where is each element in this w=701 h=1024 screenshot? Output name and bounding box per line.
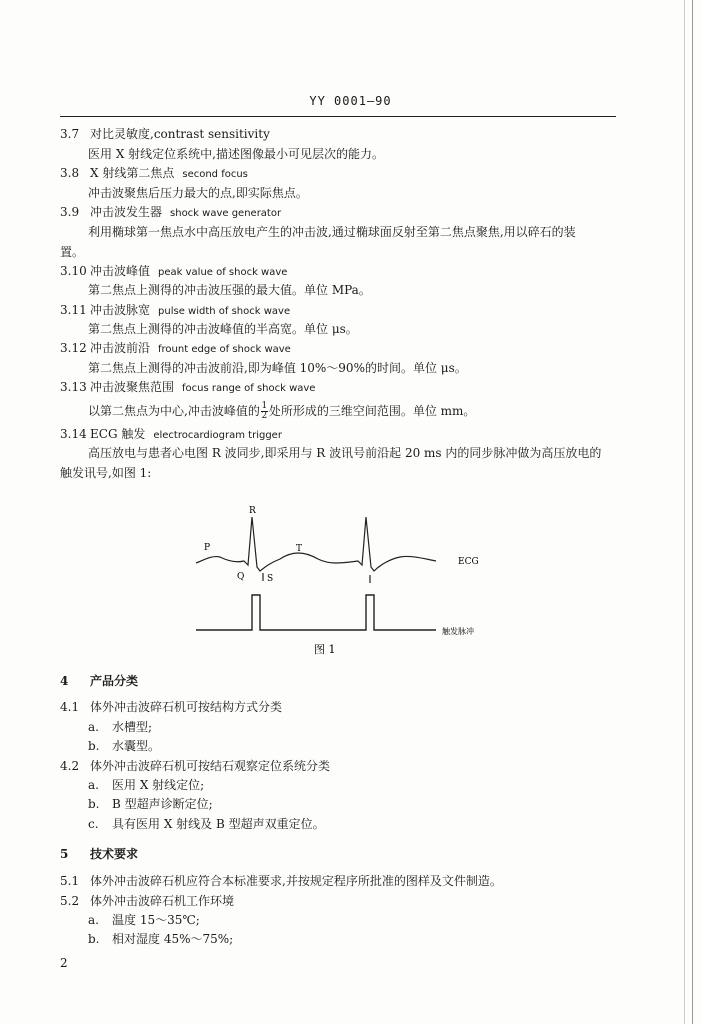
def-3-11-body: 第二焦点上测得的冲击波峰值的半高宽。单位 μs。 bbox=[88, 322, 358, 336]
def-3-8-heading: 3.8 X 射线第二焦点 second focus bbox=[60, 166, 248, 180]
label-q: Q bbox=[237, 572, 245, 582]
label-t: T bbox=[296, 544, 303, 554]
figure-caption: 图 1 bbox=[314, 643, 336, 656]
label-r: R bbox=[249, 506, 256, 516]
def-3-8-body: 冲击波聚焦后压力最大的点,即实际焦点。 bbox=[88, 186, 308, 200]
def-3-12-body: 第二焦点上测得的冲击波前沿,即为峰值 10%～90%的时间。单位 μs。 bbox=[88, 361, 467, 375]
def-3-14-body: 高压放电与患者心电图 R 波同步,即采用与 R 波讯号前沿起 20 ms 内的同步脉冲做为高压放电的 bbox=[88, 446, 602, 460]
clause-4-1-item-b: b. 水囊型。 bbox=[88, 739, 161, 753]
def-3-10-heading: 3.10 冲击波峰值 peak value of shock wave bbox=[60, 264, 288, 278]
clause-4-2-item-b: b. B 型超声诊断定位; bbox=[88, 797, 213, 811]
ecg-waveform bbox=[196, 517, 436, 571]
def-3-9-body: 利用椭球第一焦点水中高压放电产生的冲击波,通过椭球面反射至第二焦点聚焦,用以碎石的装 bbox=[88, 225, 576, 239]
label-p: P bbox=[204, 543, 211, 553]
clause-4-2: 4.2 体外冲击波碎石机可按结石观察定位系统分类 bbox=[60, 759, 331, 773]
label-s: S bbox=[267, 574, 274, 584]
clause-4-2-item-c: c. 具有医用 X 射线及 B 型超声双重定位。 bbox=[88, 817, 325, 831]
def-3-13-body: 以第二焦点为中心,冲击波峰值的 $\frac{1}{2}$ 处所形成的三维空间范围。单位 mm。 bbox=[88, 401, 476, 421]
def-3-11-heading: 3.11 冲击波脉宽 pulse width of shock wave bbox=[60, 303, 291, 317]
clause-4-1-item-a: a. 水槽型; bbox=[88, 720, 153, 734]
clause-4-1: 4.1 体外冲击波碎石机可按结构方式分类 bbox=[60, 700, 283, 714]
def-3-14-body-cont: 触发讯号,如图 1: bbox=[60, 466, 152, 480]
label-trigger: 触发脉冲 bbox=[442, 627, 474, 636]
def-3-9-heading: 3.9 冲击波发生器 shock wave generator bbox=[60, 205, 282, 219]
ecg-trigger-figure bbox=[0, 495, 701, 665]
clause-5-2-item-a: a. 温度 15～35℃; bbox=[88, 913, 200, 927]
page-header: YY 0001—90 bbox=[309, 94, 392, 108]
def-3-9-body-cont: 置。 bbox=[60, 245, 85, 259]
def-3-12-heading: 3.12 冲击波前沿 frount edge of shock wave bbox=[60, 341, 291, 355]
section-4-title: 4 产品分类 bbox=[60, 674, 139, 688]
def-3-7-heading: 3.7 对比灵敏度,contrast sensitivity bbox=[60, 127, 270, 141]
def-3-10-body: 第二焦点上测得的冲击波压强的最大值。单位 MPa。 bbox=[88, 283, 371, 297]
fraction-one-half: $\frac{1}{2}$ bbox=[261, 401, 268, 421]
clause-5-2-item-b: b. 相对湿度 45%～75%; bbox=[88, 932, 234, 946]
page-number: 2 bbox=[60, 956, 68, 970]
clause-5-2: 5.2 体外冲击波碎石机工作环境 bbox=[60, 894, 235, 908]
clause-5-1: 5.1 体外冲击波碎石机应符合本标准要求,并按规定程序所批准的图样及文件制造。 bbox=[60, 874, 502, 888]
def-3-7-body: 医用 X 射线定位系统中,描述图像最小可见层次的能力。 bbox=[88, 147, 384, 161]
header-rule bbox=[60, 116, 616, 117]
clause-4-2-item-a: a. 医用 X 射线定位; bbox=[88, 778, 205, 792]
def-3-14-heading: 3.14 ECG 触发 electrocardiogram trigger bbox=[60, 427, 282, 441]
section-5-title: 5 技术要求 bbox=[60, 847, 139, 861]
trigger-pulse-trace bbox=[196, 595, 436, 630]
label-ecg: ECG bbox=[458, 557, 479, 567]
def-3-13-heading: 3.13 冲击波聚焦范围 focus range of shock wave bbox=[60, 380, 316, 394]
